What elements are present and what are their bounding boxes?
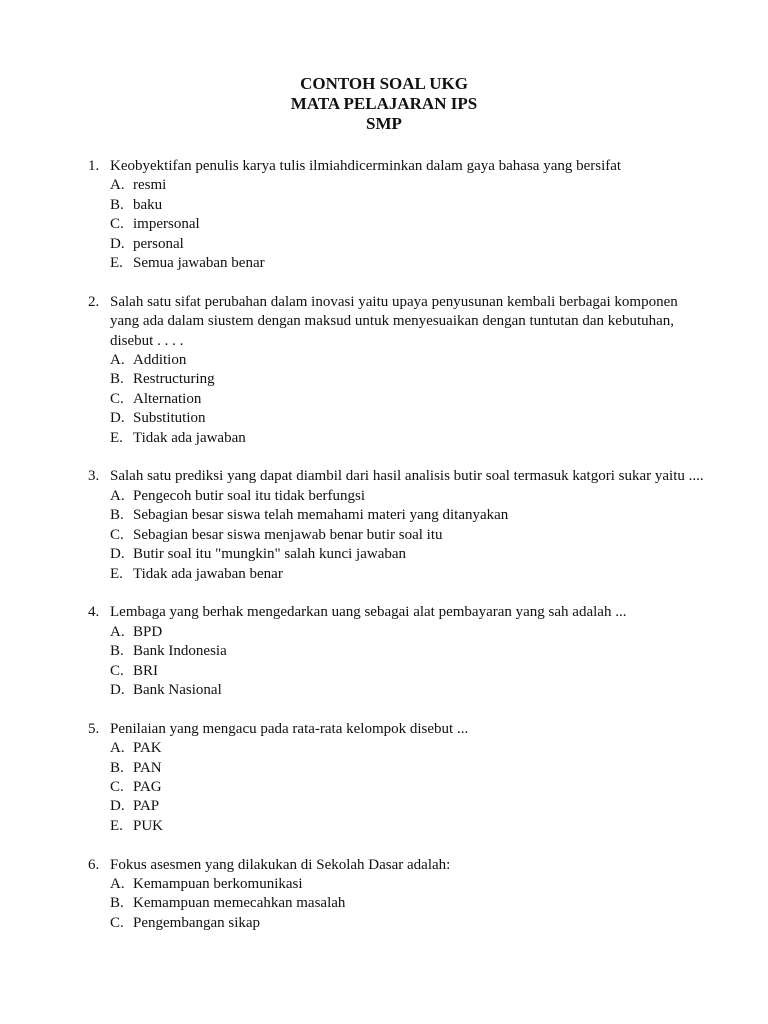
answer-option [110, 487, 708, 506]
option-text: BPD [133, 623, 163, 640]
answer-option [110, 623, 708, 642]
title-line-1: CONTOH SOAL UKG [300, 74, 468, 93]
question-text: Penilaian yang mengacu pada rata-rata kelompok disebut ... [110, 720, 469, 737]
question-item [88, 157, 708, 273]
option-text: Pengecoh butir soal itu tidak berfungsi [133, 487, 366, 504]
option-label: A. [110, 177, 125, 194]
option-label: D. [110, 798, 125, 815]
option-label: A. [110, 352, 125, 369]
answer-option [110, 196, 708, 215]
question-number: 1. [88, 158, 100, 174]
answer-option [110, 351, 708, 370]
option-label: B. [110, 759, 124, 776]
option-text: PAN [133, 759, 162, 776]
option-label: C. [110, 914, 124, 931]
question-list [88, 157, 708, 953]
answer-option [110, 817, 708, 836]
question-number: 4. [88, 604, 100, 621]
option-text: Alternation [133, 390, 202, 407]
answer-option [110, 875, 708, 894]
answer-option [110, 681, 708, 700]
option-text: Addition [133, 352, 187, 369]
option-label: C. [110, 216, 124, 233]
option-list [110, 875, 708, 933]
question-number: 5. [88, 720, 100, 737]
option-text: baku [133, 196, 163, 213]
answer-option [110, 759, 708, 778]
document-title [0, 74, 768, 134]
answer-option [110, 894, 708, 913]
option-text: personal [133, 235, 184, 252]
answer-option [110, 429, 708, 448]
answer-option [110, 235, 708, 254]
answer-option [110, 526, 708, 545]
option-label: A. [110, 875, 125, 892]
answer-option [110, 370, 708, 389]
question-number: 6. [88, 856, 100, 873]
question-number: 2. [88, 293, 100, 310]
answer-option [110, 176, 708, 195]
question-number: 3. [88, 468, 100, 485]
option-text: Tidak ada jawaban [133, 429, 246, 446]
option-text: Kemampuan berkomunikasi [133, 875, 303, 892]
option-text: PAP [133, 798, 160, 815]
option-label: C. [110, 390, 124, 407]
option-text: Sebagian besar siswa telah memahami materi yang ditanyakan [133, 507, 509, 524]
question-item [88, 467, 708, 583]
option-label: A. [110, 623, 125, 640]
question-item [88, 856, 708, 934]
option-text: PAK [133, 740, 162, 757]
option-text: BRI [133, 662, 159, 679]
answer-option [110, 797, 708, 816]
option-label: B. [110, 507, 124, 524]
option-text: Bank Indonesia [133, 643, 227, 660]
option-text: Sebagian besar siswa menjawab benar butir soal itu [133, 526, 443, 543]
option-list [110, 351, 708, 448]
option-list [110, 623, 708, 701]
question-item [88, 603, 708, 700]
answer-option [110, 565, 708, 584]
option-text: Bank Nasional [133, 681, 222, 698]
option-label: D. [110, 681, 125, 698]
option-label: C. [110, 526, 124, 543]
option-label: A. [110, 487, 125, 504]
answer-option [110, 215, 708, 234]
option-label: C. [110, 778, 124, 795]
option-label: E. [110, 429, 123, 446]
option-label: B. [110, 371, 124, 388]
option-list [110, 739, 708, 836]
question-item [88, 720, 708, 836]
option-text: Restructuring [133, 371, 215, 388]
option-text: PAG [133, 778, 162, 795]
answer-option [110, 914, 708, 933]
question-text: Fokus asesmen yang dilakukan di Sekolah Dasar adalah: [110, 856, 451, 873]
option-text: Pengembangan sikap [133, 914, 261, 931]
option-label: E. [110, 565, 123, 582]
answer-option [110, 642, 708, 661]
option-text: Butir soal itu "mungkin" salah kunci jawaban [133, 546, 407, 563]
option-list [110, 487, 708, 584]
question-text: Salah satu prediksi yang dapat diambil dari hasil analisis butir soal termasuk katgori sukar yaitu .... [110, 468, 704, 485]
option-text: Semua jawaban benar [133, 255, 265, 272]
question-item [88, 293, 708, 448]
title-line-2: MATA PELAJARAN IPS [290, 94, 478, 113]
answer-option [110, 390, 708, 409]
option-text: resmi [133, 177, 167, 194]
question-text: Salah satu sifat perubahan dalam inovasi yaitu upaya penyusunan kembali berbagai komponen yang ada dalam siustem dengan maksud untuk menyesuaikan dengan tuntutan dan kebutuhan, disebut . . . . [110, 293, 678, 349]
option-text: PUK [133, 817, 164, 834]
option-text: Substitution [133, 410, 206, 427]
option-list [110, 176, 708, 273]
option-label: D. [110, 546, 125, 563]
answer-option [110, 506, 708, 525]
answer-option [110, 409, 708, 428]
answer-option [110, 739, 708, 758]
option-label: B. [110, 196, 124, 213]
option-label: B. [110, 895, 124, 912]
answer-option [110, 545, 708, 564]
answer-option [110, 254, 708, 273]
question-text: Keobyektifan penulis karya tulis ilmiahdicerminkan dalam gaya bahasa yang bersifat [110, 158, 622, 174]
option-label: A. [110, 740, 125, 757]
option-text: impersonal [133, 216, 200, 233]
option-label: D. [110, 235, 125, 252]
title-line-3: SMP [366, 114, 402, 133]
question-text: Lembaga yang berhak mengedarkan uang sebagai alat pembayaran yang sah adalah ... [110, 604, 627, 621]
option-label: E. [110, 255, 123, 272]
option-label: E. [110, 817, 123, 834]
option-label: C. [110, 662, 124, 679]
option-label: D. [110, 410, 125, 427]
option-label: B. [110, 643, 124, 660]
option-text: Tidak ada jawaban benar [133, 565, 283, 582]
answer-option [110, 778, 708, 797]
answer-option [110, 662, 708, 681]
option-text: Kemampuan memecahkan masalah [133, 895, 346, 912]
